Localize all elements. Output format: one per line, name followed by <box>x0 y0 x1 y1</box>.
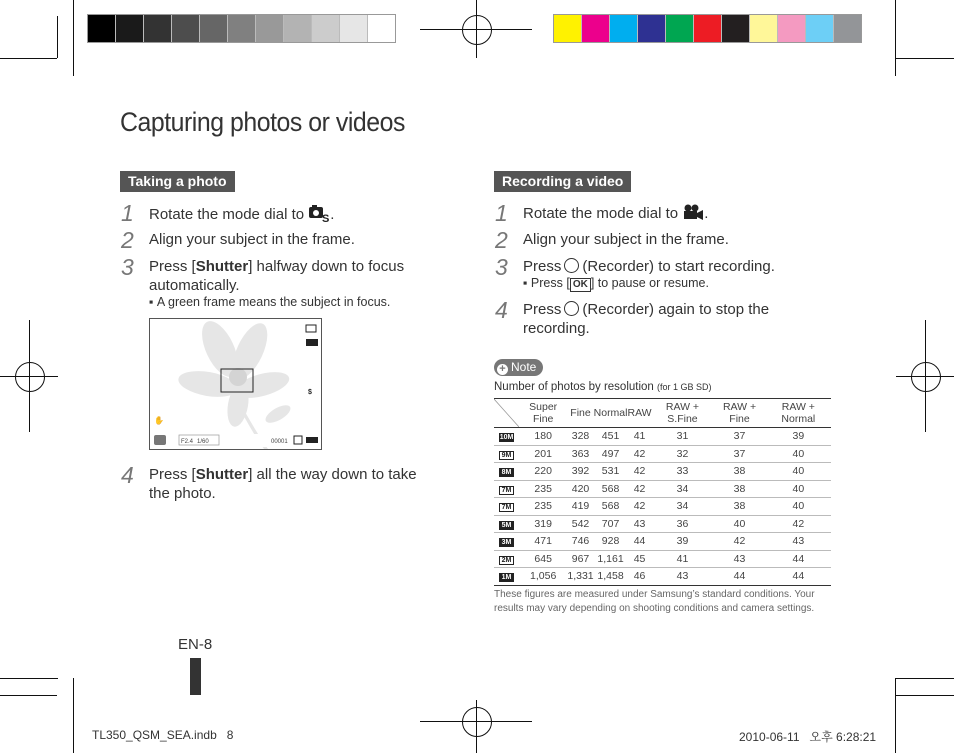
resolution-icon-cell <box>494 463 519 481</box>
table-cell: 44 <box>627 533 651 551</box>
table-cell: 746 <box>567 533 593 551</box>
svg-text:$: $ <box>308 389 312 396</box>
table-cell: 31 <box>652 428 714 446</box>
recorder-button-icon <box>564 258 579 273</box>
crop-mark <box>57 16 58 58</box>
table-cell: 32 <box>652 445 714 463</box>
slug-timestamp <box>739 728 876 745</box>
step-number: 2 <box>121 227 134 253</box>
aperture-readout: F2.4 <box>181 439 194 445</box>
resolution-icon: 7M <box>499 503 514 512</box>
step-number: 4 <box>121 462 134 488</box>
step-text <box>149 257 419 295</box>
table-cell: 542 <box>567 515 593 533</box>
color-swatch <box>88 15 116 42</box>
resolution-icon-cell <box>494 445 519 463</box>
svg-text:S: S <box>322 213 330 223</box>
table-cell: 34 <box>652 498 714 516</box>
table-caption-small: (for 1 GB SD) <box>657 382 712 392</box>
table-cell: 37 <box>713 445 765 463</box>
bullet-note: ▪ Press [ OK ] to pause or resume. <box>523 276 709 290</box>
color-swatch <box>582 15 610 42</box>
table-cell: 38 <box>713 480 765 498</box>
flower-illustration <box>150 319 321 449</box>
table-cell: 37 <box>713 428 765 446</box>
resolution-icon-cell <box>494 515 519 533</box>
table-cell: 40 <box>766 463 831 481</box>
table-cell: 392 <box>567 463 593 481</box>
color-swatch <box>750 15 778 42</box>
ok-key-icon: OK <box>570 278 591 292</box>
page-number: EN-8 <box>178 636 213 653</box>
registration-mark-icon <box>15 362 45 392</box>
resolution-table <box>494 398 831 586</box>
table-cell: 44 <box>766 568 831 586</box>
step-text-part: (Recorder) again to stop the recording. <box>523 301 770 337</box>
step-text-part: (Recorder) to start recording. <box>582 258 775 275</box>
table-row <box>494 568 831 586</box>
color-swatch <box>312 15 340 42</box>
resolution-icon-cell <box>494 568 519 586</box>
table-cell: 928 <box>594 533 628 551</box>
table-row <box>494 550 831 568</box>
step-text <box>523 257 775 276</box>
table-cell: 39 <box>766 428 831 446</box>
table-cell: 497 <box>594 445 628 463</box>
table-cell: 43 <box>652 568 714 586</box>
registration-mark-icon <box>462 707 492 737</box>
table-cell: 451 <box>594 428 628 446</box>
table-cell: 1,331 <box>567 568 593 586</box>
color-swatch <box>638 15 666 42</box>
table-cell: 46 <box>627 568 651 586</box>
table-row <box>494 533 831 551</box>
table-cell: 328 <box>567 428 593 446</box>
movie-camera-icon <box>682 204 704 221</box>
table-cell: 707 <box>594 515 628 533</box>
crop-mark <box>896 678 954 679</box>
table-cell: 531 <box>594 463 628 481</box>
step-text-part: Press <box>523 301 562 318</box>
slug-time: 오후 6:28:21 <box>809 730 877 744</box>
table-header-cell: Fine <box>567 399 593 428</box>
camera-screen-illustration <box>149 318 322 450</box>
table-corner-cell <box>494 399 519 428</box>
table-cell: 38 <box>713 463 765 481</box>
table-header-cell: Normal <box>594 399 628 428</box>
step-text <box>523 300 793 338</box>
table-cell: 41 <box>652 550 714 568</box>
table-cell: 42 <box>713 533 765 551</box>
step-number: 3 <box>121 254 134 280</box>
gray-calibration-bar <box>87 14 396 43</box>
table-cell: 180 <box>519 428 567 446</box>
table-cell: 36 <box>652 515 714 533</box>
resolution-icon-cell <box>494 428 519 446</box>
table-cell: 568 <box>594 498 628 516</box>
resolution-icon: 2M <box>499 556 514 565</box>
plus-icon: + <box>497 364 508 375</box>
crop-mark <box>0 695 57 696</box>
resolution-icon: 10M <box>499 434 514 442</box>
smart-auto-icon <box>308 204 330 223</box>
color-swatch <box>666 15 694 42</box>
color-swatch <box>368 15 395 42</box>
color-swatch <box>256 15 284 42</box>
color-swatch <box>554 15 582 42</box>
table-row <box>494 463 831 481</box>
table-cell: 40 <box>766 480 831 498</box>
crop-mark <box>73 0 74 76</box>
table-cell: 42 <box>627 498 651 516</box>
crop-mark <box>896 695 954 696</box>
table-cell: 45 <box>627 550 651 568</box>
registration-mark-icon <box>911 362 941 392</box>
table-row <box>494 480 831 498</box>
table-cell: 42 <box>627 463 651 481</box>
step-text-part: ] halfway down to focus automatically. <box>149 258 405 294</box>
color-swatch <box>228 15 256 42</box>
color-swatch <box>172 15 200 42</box>
step-number: 2 <box>495 227 508 253</box>
step-text-part: ] all the way down to take the photo. <box>149 466 417 502</box>
section-label-recording-video: Recording a video <box>494 171 631 192</box>
table-row <box>494 515 831 533</box>
table-cell: 201 <box>519 445 567 463</box>
note-badge <box>494 359 543 376</box>
crop-mark <box>0 678 58 679</box>
recorder-button-icon <box>564 301 579 316</box>
table-cell: 419 <box>567 498 593 516</box>
table-cell: 44 <box>766 550 831 568</box>
resolution-icon: 9M <box>499 451 514 460</box>
color-swatch <box>722 15 750 42</box>
table-header-cell: RAW + Fine <box>713 399 765 428</box>
table-cell: 471 <box>519 533 567 551</box>
resolution-icon-cell <box>494 498 519 516</box>
svg-text:✋: ✋ <box>154 416 164 425</box>
bullet-text: ] to pause or resume. <box>590 276 709 290</box>
step-number: 1 <box>495 200 508 226</box>
table-cell: 39 <box>652 533 714 551</box>
step-text-part: Press [ <box>149 466 196 483</box>
table-cell: 33 <box>652 463 714 481</box>
table-cell: 43 <box>713 550 765 568</box>
shutter-key-label: Shutter <box>195 258 249 275</box>
table-cell: 44 <box>713 568 765 586</box>
resolution-icon: 5M <box>499 521 514 530</box>
step-text <box>149 465 439 503</box>
step-text-part: Press <box>523 258 562 275</box>
slug-page: 8 <box>226 728 234 742</box>
shot-count-readout: 00001 <box>271 439 288 445</box>
slug-date: 2010-06-11 <box>739 730 800 744</box>
step-number: 4 <box>495 297 508 323</box>
section-label-taking-photo: Taking a photo <box>120 171 235 192</box>
table-cell: 967 <box>567 550 593 568</box>
table-cell: 42 <box>766 515 831 533</box>
resolution-icon-cell <box>494 533 519 551</box>
step-text-part: Press [ <box>149 258 196 275</box>
resolution-icon: 8M <box>499 468 514 477</box>
table-caption <box>494 381 712 393</box>
table-header-row <box>494 399 831 428</box>
resolution-icon-cell <box>494 480 519 498</box>
table-caption-text: Number of photos by resolution <box>494 381 654 393</box>
crop-mark <box>73 678 74 753</box>
color-calibration-bar <box>553 14 862 43</box>
resolution-icon: 7M <box>499 486 514 495</box>
shutter-key-label: Shutter <box>195 466 249 483</box>
step-text: Rotate the mode dial to S . <box>149 206 335 223</box>
resolution-icon: 1M <box>499 573 514 582</box>
color-swatch <box>116 15 144 42</box>
table-cell: 645 <box>519 550 567 568</box>
step-number: 1 <box>121 200 134 226</box>
note-label: Note <box>511 360 537 374</box>
diagonal-line <box>494 399 519 427</box>
table-cell: 363 <box>567 445 593 463</box>
step-text-label: Rotate the mode dial to <box>523 205 679 222</box>
page-title: Capturing photos or videos <box>120 107 405 137</box>
page-tab-marker <box>190 658 201 695</box>
resolution-icon: 3M <box>499 538 514 547</box>
color-swatch <box>340 15 368 42</box>
crop-mark <box>895 0 896 76</box>
table-header-cell: RAW <box>627 399 651 428</box>
table-cell: 43 <box>627 515 651 533</box>
table-cell: 40 <box>713 515 765 533</box>
color-swatch <box>144 15 172 42</box>
bullet-text: Press [ <box>530 276 570 290</box>
bullet-text: A green frame means the subject in focus. <box>156 295 391 309</box>
step-text: Align your subject in the frame. <box>149 231 355 248</box>
table-cell: 235 <box>519 498 567 516</box>
table-header-cell: RAW + S.Fine <box>652 399 714 428</box>
step-text: Align your subject in the frame. <box>523 231 729 248</box>
table-cell: 42 <box>627 445 651 463</box>
table-cell: 43 <box>766 533 831 551</box>
table-header-cell: RAW + Normal <box>766 399 831 428</box>
table-cell: 1,056 <box>519 568 567 586</box>
step-number: 3 <box>495 254 508 280</box>
table-cell: 34 <box>652 480 714 498</box>
crop-mark <box>0 58 57 59</box>
table-row <box>494 498 831 516</box>
table-cell: 38 <box>713 498 765 516</box>
color-swatch <box>694 15 722 42</box>
registration-mark-icon <box>462 15 492 45</box>
color-swatch <box>834 15 861 42</box>
table-cell: 1,161 <box>594 550 628 568</box>
table-cell: 40 <box>766 498 831 516</box>
table-cell: 220 <box>519 463 567 481</box>
table-cell: 568 <box>594 480 628 498</box>
color-swatch <box>610 15 638 42</box>
color-swatch <box>200 15 228 42</box>
bullet-note: ▪ A green frame means the subject in focus. <box>149 295 391 309</box>
table-cell: 1,458 <box>594 568 628 586</box>
crop-mark <box>895 678 896 753</box>
color-swatch <box>284 15 312 42</box>
table-cell: 319 <box>519 515 567 533</box>
table-footnote: These figures are measured under Samsung’s standard conditions. Your results may vary depending on shooting conditions and camera settings. <box>494 589 815 614</box>
table-row <box>494 428 831 446</box>
table-cell: 41 <box>627 428 651 446</box>
table-cell: 235 <box>519 480 567 498</box>
color-swatch <box>778 15 806 42</box>
crop-mark <box>896 58 954 59</box>
step-text: Rotate the mode dial to . <box>523 205 709 222</box>
table-cell: 42 <box>627 480 651 498</box>
table-header-cell: Super Fine <box>519 399 567 428</box>
table-cell: 420 <box>567 480 593 498</box>
table-row <box>494 445 831 463</box>
color-swatch <box>806 15 834 42</box>
step-text-label: Rotate the mode dial to <box>149 206 305 223</box>
slug-file <box>92 728 233 742</box>
shutter-speed-readout: 1/60 <box>197 439 209 445</box>
resolution-icon-cell <box>494 550 519 568</box>
table-cell: 40 <box>766 445 831 463</box>
slug-filename: TL350_QSM_SEA.indb <box>92 728 217 742</box>
